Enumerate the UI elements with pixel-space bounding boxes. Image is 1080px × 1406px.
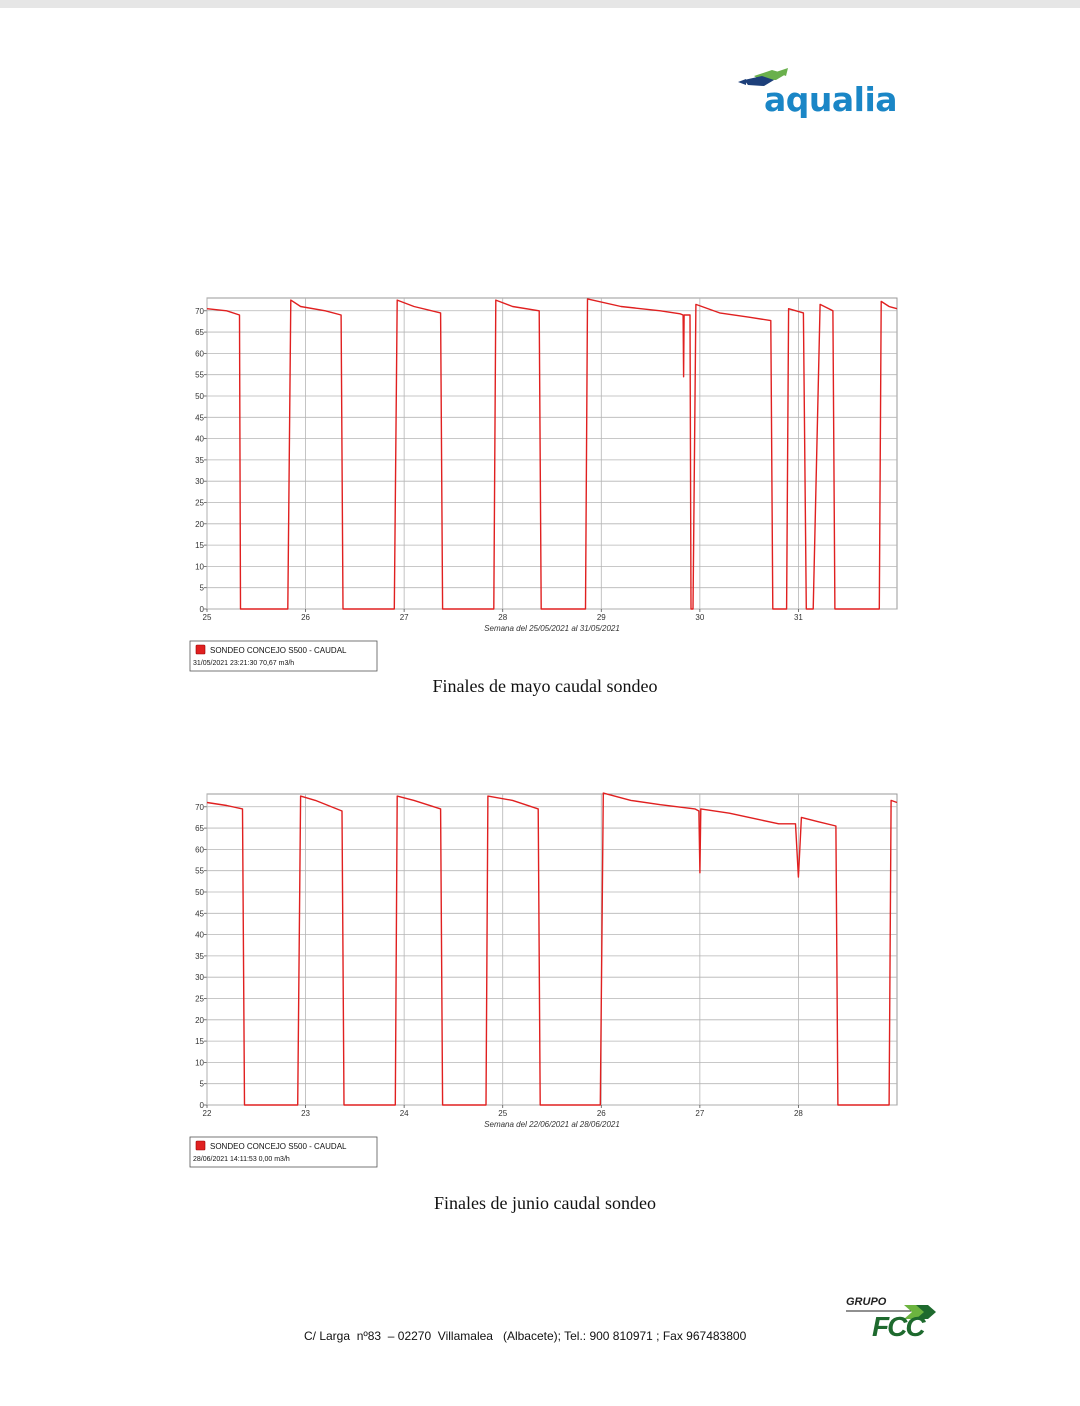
plot-area (207, 298, 897, 609)
y-tick-label: 25 (195, 994, 204, 1004)
y-tick-label: 45 (195, 413, 204, 423)
fcc-grupo-label: GRUPO (846, 1296, 887, 1308)
y-tick-label: 40 (195, 434, 204, 444)
y-tick-label: 50 (195, 391, 204, 401)
legend-swatch (196, 1141, 205, 1150)
x-tick-label: 23 (301, 1109, 311, 1118)
aqualia-logo (736, 66, 906, 126)
y-tick-label: 70 (195, 306, 204, 316)
x-tick-label: 22 (202, 1109, 212, 1118)
y-tick-label: 25 (195, 498, 204, 508)
y-tick-label: 65 (195, 328, 204, 338)
legend-value: 31/05/2021 23:21:30 70,67 m3/h (193, 660, 295, 667)
chart-caption-may: Finales de mayo caudal sondeo (432, 676, 658, 696)
y-tick-label: 5 (199, 583, 204, 593)
y-tick-label: 40 (195, 930, 204, 940)
x-tick-label: 25 (202, 613, 212, 622)
x-tick-label: 28 (793, 1109, 803, 1118)
y-tick-label: 65 (195, 824, 204, 834)
y-tick-label: 15 (195, 1037, 204, 1047)
y-tick-label: 50 (195, 887, 204, 897)
aqualia-logo-text: aqualia (764, 80, 898, 119)
y-tick-label: 70 (195, 802, 204, 812)
footer-address: C/ Larga nº83 – 02270 Villamalea (Albacete); Tel.: 900 810971 ; Fax 967483800 (304, 1329, 747, 1343)
y-tick-label: 60 (195, 349, 204, 359)
y-tick-label: 0 (199, 605, 204, 614)
y-tick-label: 15 (195, 541, 204, 551)
y-tick-label: 45 (195, 909, 204, 919)
x-axis-label: Semana del 25/05/2021 al 31/05/2021 (484, 624, 620, 633)
legend-series-name: SONDEO CONCEJO S500 - CAUDAL (210, 646, 347, 655)
plot-area (207, 794, 897, 1105)
x-tick-label: 31 (793, 613, 803, 622)
may-flow-chart (180, 292, 910, 682)
y-tick-label: 60 (195, 845, 204, 855)
y-tick-label: 20 (195, 519, 204, 529)
legend-value: 28/06/2021 14:11:53 0,00 m3/h (193, 1156, 290, 1163)
top-edge-bar (0, 0, 1080, 8)
x-tick-label: 26 (596, 1109, 606, 1118)
y-tick-label: 35 (195, 951, 204, 961)
legend-series-name: SONDEO CONCEJO S500 - CAUDAL (210, 1142, 347, 1151)
legend-swatch (196, 645, 205, 654)
y-tick-label: 30 (195, 477, 204, 487)
x-tick-label: 26 (301, 613, 311, 622)
y-tick-label: 35 (195, 455, 204, 465)
y-tick-label: 30 (195, 973, 204, 983)
x-tick-label: 27 (399, 613, 409, 622)
fcc-logo (842, 1294, 952, 1350)
y-tick-label: 10 (195, 1058, 204, 1068)
fcc-logo-text: FCC (872, 1311, 924, 1342)
chart-caption-june: Finales de junio caudal sondeo (434, 1193, 656, 1213)
y-tick-label: 55 (195, 370, 204, 380)
y-tick-label: 10 (195, 562, 204, 572)
y-tick-label: 55 (195, 866, 204, 876)
y-tick-label: 20 (195, 1015, 204, 1025)
chart-legend (190, 1137, 377, 1167)
x-tick-label: 24 (399, 1109, 409, 1118)
x-tick-label: 27 (695, 1109, 705, 1118)
y-tick-label: 5 (199, 1079, 204, 1089)
x-tick-label: 28 (498, 613, 508, 622)
y-tick-label: 0 (199, 1101, 204, 1110)
x-tick-label: 25 (498, 1109, 508, 1118)
x-tick-label: 29 (596, 613, 606, 622)
june-flow-chart (180, 788, 910, 1178)
x-tick-label: 30 (695, 613, 705, 622)
chart-legend (190, 641, 377, 671)
x-axis-label: Semana del 22/06/2021 al 28/06/2021 (484, 1120, 620, 1129)
